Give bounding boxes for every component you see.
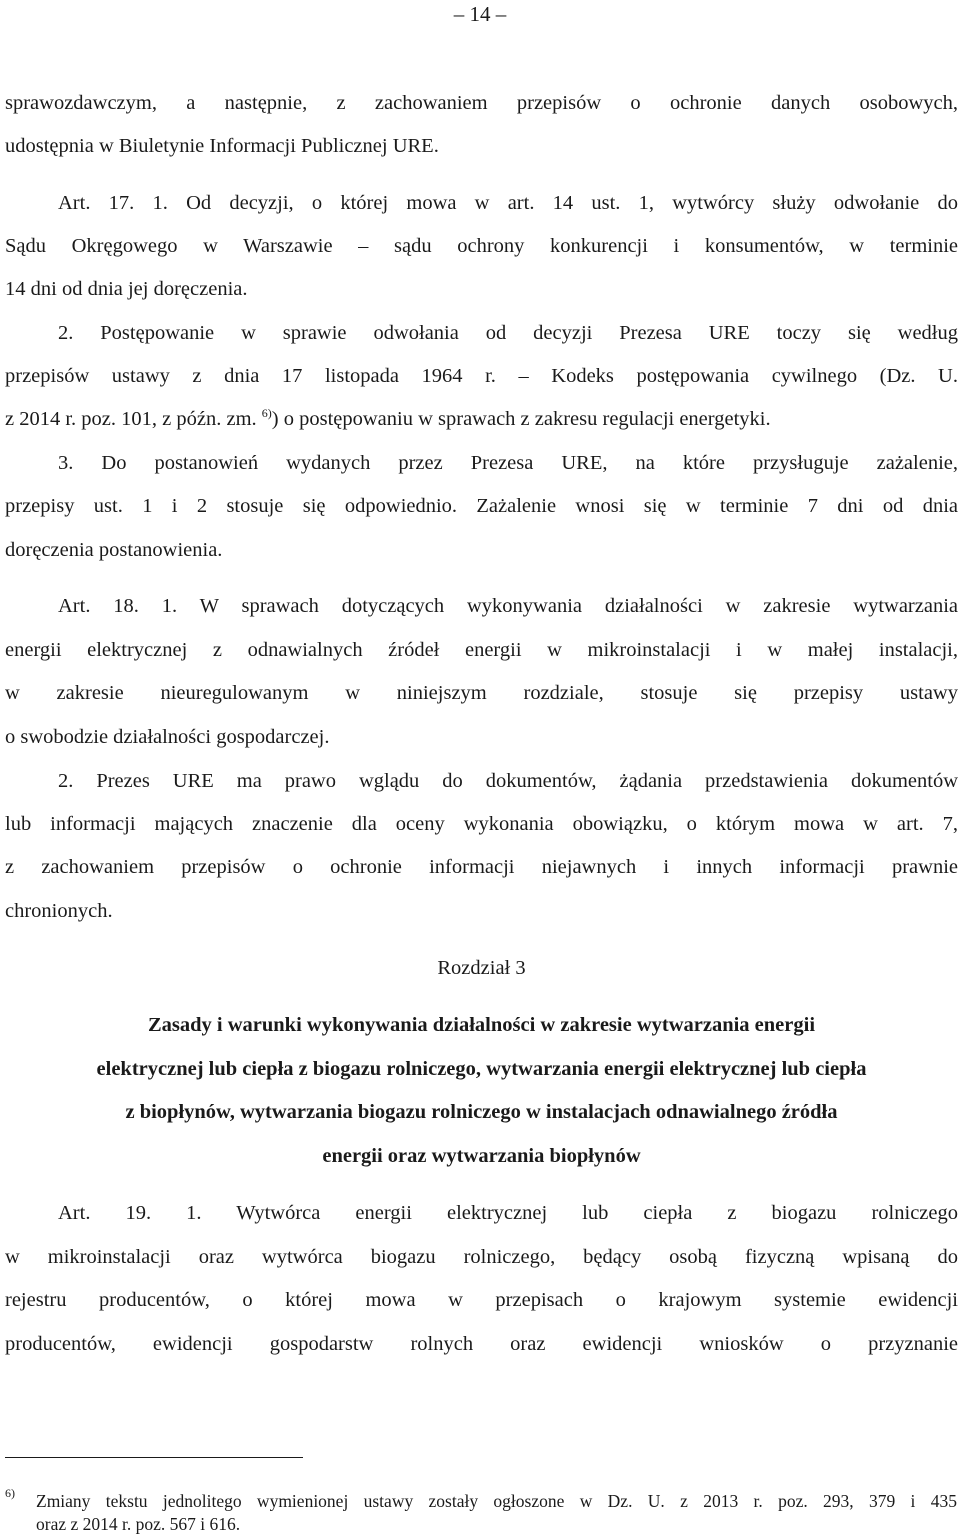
- text-line: 3. Do postanowień wydanych przez Prezesa URE, na które przysługuje zażalenie,: [58, 452, 958, 474]
- footnote-separator: [5, 1457, 303, 1458]
- text-segment: ) o postępowaniu w sprawach z zakresu regulacji energetyki.: [271, 408, 771, 430]
- text-line: 2. Postępowanie w sprawie odwołania od decyzji Prezesa URE toczy się według: [58, 322, 958, 344]
- text-line: w mikroinstalacji oraz wytwórca biogazu rolniczego, będący osobą fizyczną wpisaną do: [5, 1246, 958, 1268]
- chapter-label: Rozdział 3: [437, 957, 526, 979]
- text-line: lub informacji mających znaczenie dla oceny wykonania obowiązku, o którym mowa w art. 7,: [5, 813, 958, 835]
- text-line: chronionych.: [5, 900, 113, 922]
- footnote-marker: 6): [5, 1486, 15, 1500]
- text-line: energii elektrycznej z odnawialnych źródeł energii w mikroinstalacji i w małej instalacji,: [5, 639, 958, 661]
- chapter-title-line: Zasady i warunki wykonywania działalności w zakresie wytwarzania energii: [147, 1014, 816, 1036]
- text-line: doręczenia postanowienia.: [5, 539, 223, 561]
- article-17-heading-line: Art. 17. 1. Od decyzji, o której mowa w art. 14 ust. 1, wytwórcy służy odwołanie do: [58, 192, 958, 214]
- text-line: z zachowaniem przepisów o ochronie informacji niejawnych i innych informacji prawnie: [5, 856, 958, 878]
- text-line: rejestru producentów, o której mowa w przepisach o krajowym systemie ewidencji: [5, 1289, 958, 1311]
- text-line: przepisów ustawy z dnia 17 listopada 1964 r. – Kodeks postępowania cywilnego (Dz. U.: [5, 365, 958, 387]
- text-line: Sądu Okręgowego w Warszawie – sądu ochrony konkurencji i konsumentów, w terminie: [5, 235, 958, 257]
- text-segment: z 2014 r. poz. 101, z późn. zm.: [5, 408, 257, 430]
- page-number: – 14 –: [453, 2, 507, 26]
- chapter-title-line: elektrycznej lub ciepła z biogazu rolniczego, wytwarzania energii elektrycznej lub ciepła: [96, 1058, 867, 1080]
- text-line-with-footnote-ref: [5, 406, 958, 432]
- text-line: 14 dni od dnia jej doręczenia.: [5, 278, 248, 300]
- footnote-line: oraz z 2014 r. poz. 567 i 616.: [36, 1514, 241, 1534]
- chapter-title-line: energii oraz wytwarzania biopłynów: [322, 1145, 641, 1167]
- text-line: sprawozdawczym, a następnie, z zachowaniem przepisów o ochronie danych osobowych,: [5, 92, 958, 114]
- chapter-title-line: z biopłynów, wytwarzania biogazu rolniczego w instalacjach odnawialnego źródła: [125, 1101, 838, 1123]
- text-line: 2. Prezes URE ma prawo wglądu do dokumentów, żądania przedstawienia dokumentów: [58, 770, 958, 792]
- article-19-heading-line: Art. 19. 1. Wytwórca energii elektrycznej lub ciepła z biogazu rolniczego: [58, 1202, 958, 1224]
- text-line: przepisy ust. 1 i 2 stosuje się odpowiednio. Zażalenie wnosi się w terminie 7 dni od dnia: [5, 495, 958, 517]
- article-18-heading-line: Art. 18. 1. W sprawach dotyczących wykonywania działalności w zakresie wytwarzania: [58, 595, 958, 617]
- text-line: producentów, ewidencji gospodarstw rolnych oraz ewidencji wniosków o przyznanie: [5, 1333, 958, 1355]
- text-line: w zakresie nieuregulowanym w niniejszym rozdziale, stosuje się przepisy ustawy: [5, 682, 958, 704]
- text-line: o swobodzie działalności gospodarczej.: [5, 726, 330, 748]
- footnote-line: Zmiany tekstu jednolitego wymienionej ustawy zostały ogłoszone w Dz. U. z 2013 r. poz. 293, 379 i 435: [36, 1491, 957, 1511]
- footnote-reference: 6): [261, 406, 272, 421]
- text-line: udostępnia w Biuletynie Informacji Publicznej URE.: [5, 135, 439, 157]
